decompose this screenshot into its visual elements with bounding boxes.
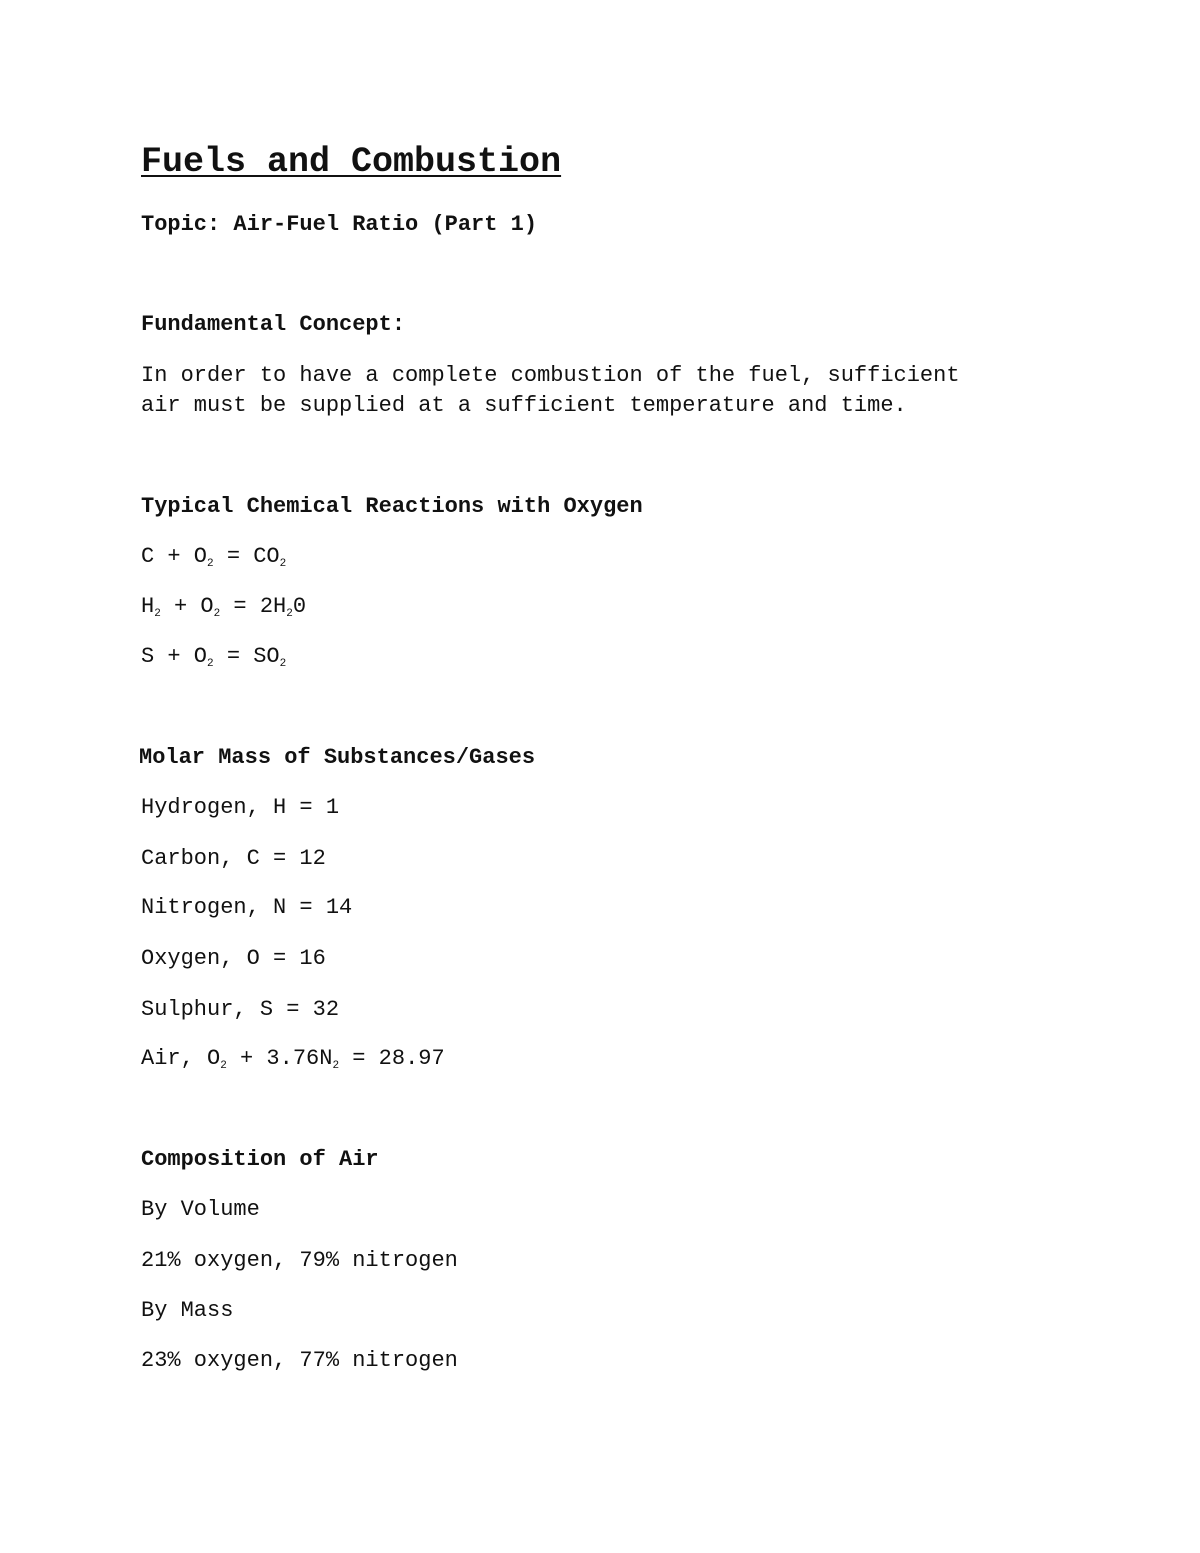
- subscript: 2: [332, 1060, 340, 1072]
- fundamental-concept-line-1: In order to have a complete combustion of the fuel, sufficient: [141, 363, 960, 388]
- by-volume-value: 21% oxygen, 79% nitrogen: [141, 1248, 458, 1273]
- reaction-text: S + O: [141, 644, 208, 669]
- by-mass-value: 23% oxygen, 77% nitrogen: [141, 1348, 458, 1373]
- molar-hydrogen: Hydrogen, H = 1: [141, 795, 340, 820]
- fundamental-concept-line-2: air must be supplied at a sufficient temperature and time.: [141, 393, 907, 418]
- reaction-text: = SO: [213, 644, 280, 669]
- reaction-text: = 2H: [220, 594, 287, 619]
- molar-text: + 3.76N: [226, 1046, 333, 1071]
- molar-text: = 28.97: [339, 1046, 445, 1071]
- reaction-text: H: [141, 594, 155, 619]
- by-mass-label: By Mass: [141, 1298, 234, 1323]
- reactions-heading: Typical Chemical Reactions with Oxygen: [141, 494, 643, 519]
- subscript: 2: [286, 608, 293, 620]
- molar-sulphur: Sulphur, S = 32: [141, 997, 340, 1022]
- reaction-text: + O: [160, 594, 214, 619]
- reaction-text: = CO: [213, 544, 280, 569]
- subscript: 2: [279, 558, 287, 570]
- molar-text: Air, O: [141, 1046, 221, 1071]
- composition-heading: Composition of Air: [141, 1147, 379, 1172]
- molar-carbon: Carbon, C = 12: [141, 846, 326, 871]
- subscript: 2: [207, 658, 214, 670]
- by-volume-label: By Volume: [141, 1197, 260, 1222]
- molar-oxygen: Oxygen, O = 16: [141, 946, 326, 971]
- reaction-sulphur: [141, 643, 286, 671]
- document-title: Fuels and Combustion: [141, 142, 562, 182]
- molar-mass-heading: Molar Mass of Substances/Gases: [139, 745, 536, 770]
- subscript: 2: [154, 608, 161, 620]
- reaction-text: 0: [292, 594, 307, 619]
- topic-heading: Topic: Air-Fuel Ratio (Part 1): [141, 212, 538, 237]
- subscript: 2: [279, 658, 287, 670]
- subscript: 2: [220, 1060, 227, 1072]
- subscript: 2: [213, 608, 221, 620]
- reaction-hydrogen: [141, 593, 306, 621]
- molar-air: [141, 1045, 445, 1073]
- subscript: 2: [207, 558, 214, 570]
- fundamental-concept-heading: Fundamental Concept:: [141, 312, 406, 337]
- reaction-text: C + O: [141, 544, 208, 569]
- molar-nitrogen: Nitrogen, N = 14: [141, 895, 353, 920]
- reaction-carbon: [141, 543, 286, 571]
